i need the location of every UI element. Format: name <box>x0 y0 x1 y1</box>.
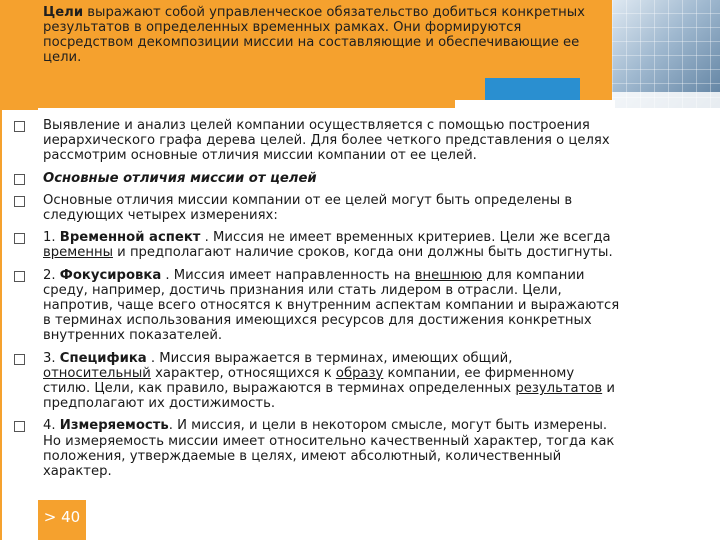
white-stripe <box>612 92 720 108</box>
header-body: выражают собой управленческое обязательство добиться конкретных результатов в определенных временных рамках. Они формируются посредством декомпозиции миссии на составляющие и обеспечивающие ее цели. <box>43 5 585 65</box>
checkbox-bullet-icon <box>14 271 25 282</box>
item-text: для компании среду, например, достичь признания или стать лидером в отрасли. Цели, напротив, чаще всего относятся к внутренним аспектам компании и выражаются в терминах использования имеющихся ресурсов для достижения конкретных внутренних показателей. <box>43 267 620 344</box>
checkbox-bullet-icon <box>14 421 25 432</box>
item-number: 2. <box>43 267 60 283</box>
item-text: и предполагают их достижимость. <box>43 381 615 412</box>
checkbox-bullet-icon <box>14 354 25 365</box>
section-heading: Основные отличия миссии от целей <box>43 170 317 186</box>
item-number: 1. <box>43 230 60 246</box>
item-number: 4. <box>43 418 60 434</box>
header-banner <box>0 0 720 108</box>
item-heading: Временной аспект <box>59 230 201 246</box>
item-text: . Миссия не имеет временных критериев. Цели же всегда <box>200 230 611 246</box>
list-item <box>14 171 624 186</box>
header-text <box>43 5 613 65</box>
item-text: . И миссия, и цели в некотором смысле, могут быть измерены. Но измеряемость миссии имеет относительно качественный характер, тогда как положения, утверждаемые в целях, имеют абсолютный, количественный характер. <box>43 418 615 480</box>
left-accent-top <box>0 108 38 110</box>
text-link[interactable]: относительный <box>43 365 151 381</box>
item-heading: Фокусировка <box>59 267 162 283</box>
list-item <box>14 268 624 344</box>
item-text: Выявление и анализ целей компании осуществляется с помощью построения иерархического графа дерева целей. Для более четкого представления о целях рассмотрим основные отличия миссии компании от ее целей. <box>43 118 610 164</box>
item-number: 3. <box>43 350 60 366</box>
page-number: > 40 <box>38 500 86 540</box>
text-link[interactable]: образу <box>335 365 384 381</box>
item-text: . Миссия выражается в терминах, имеющих общий, <box>146 350 513 366</box>
text-link[interactable]: временны <box>43 245 113 261</box>
slide-body <box>14 118 624 486</box>
checkbox-bullet-icon <box>14 174 25 185</box>
item-text: компании, ее фирменному стилю. Цели, как правило, выражаются в терминах определенных <box>43 365 575 397</box>
checkbox-bullet-icon <box>14 233 25 244</box>
item-text: и предполагают наличие сроков, когда они должны быть достигнуты. <box>112 245 613 261</box>
checkbox-bullet-icon <box>14 121 25 132</box>
item-text: Основные отличия миссии компании от ее целей могут быть определены в следующих четырех измерениях: <box>43 192 573 224</box>
item-heading: Специфика <box>59 350 147 366</box>
text-link[interactable]: внешнюю <box>414 267 483 283</box>
header-lead: Цели <box>43 5 84 20</box>
list-item <box>14 351 624 412</box>
white-stripe-bottom <box>455 100 615 108</box>
list-item <box>14 118 624 164</box>
list-item <box>14 193 624 223</box>
item-text: . Миссия имеет направленность на <box>161 267 415 283</box>
item-text: характер, относящихся к <box>150 365 336 381</box>
left-accent-bar <box>0 108 2 540</box>
item-heading: Измеряемость <box>59 418 169 434</box>
list-item <box>14 418 624 479</box>
checkbox-bullet-icon <box>14 196 25 207</box>
text-link[interactable]: результатов <box>515 381 603 397</box>
list-item <box>14 230 624 260</box>
